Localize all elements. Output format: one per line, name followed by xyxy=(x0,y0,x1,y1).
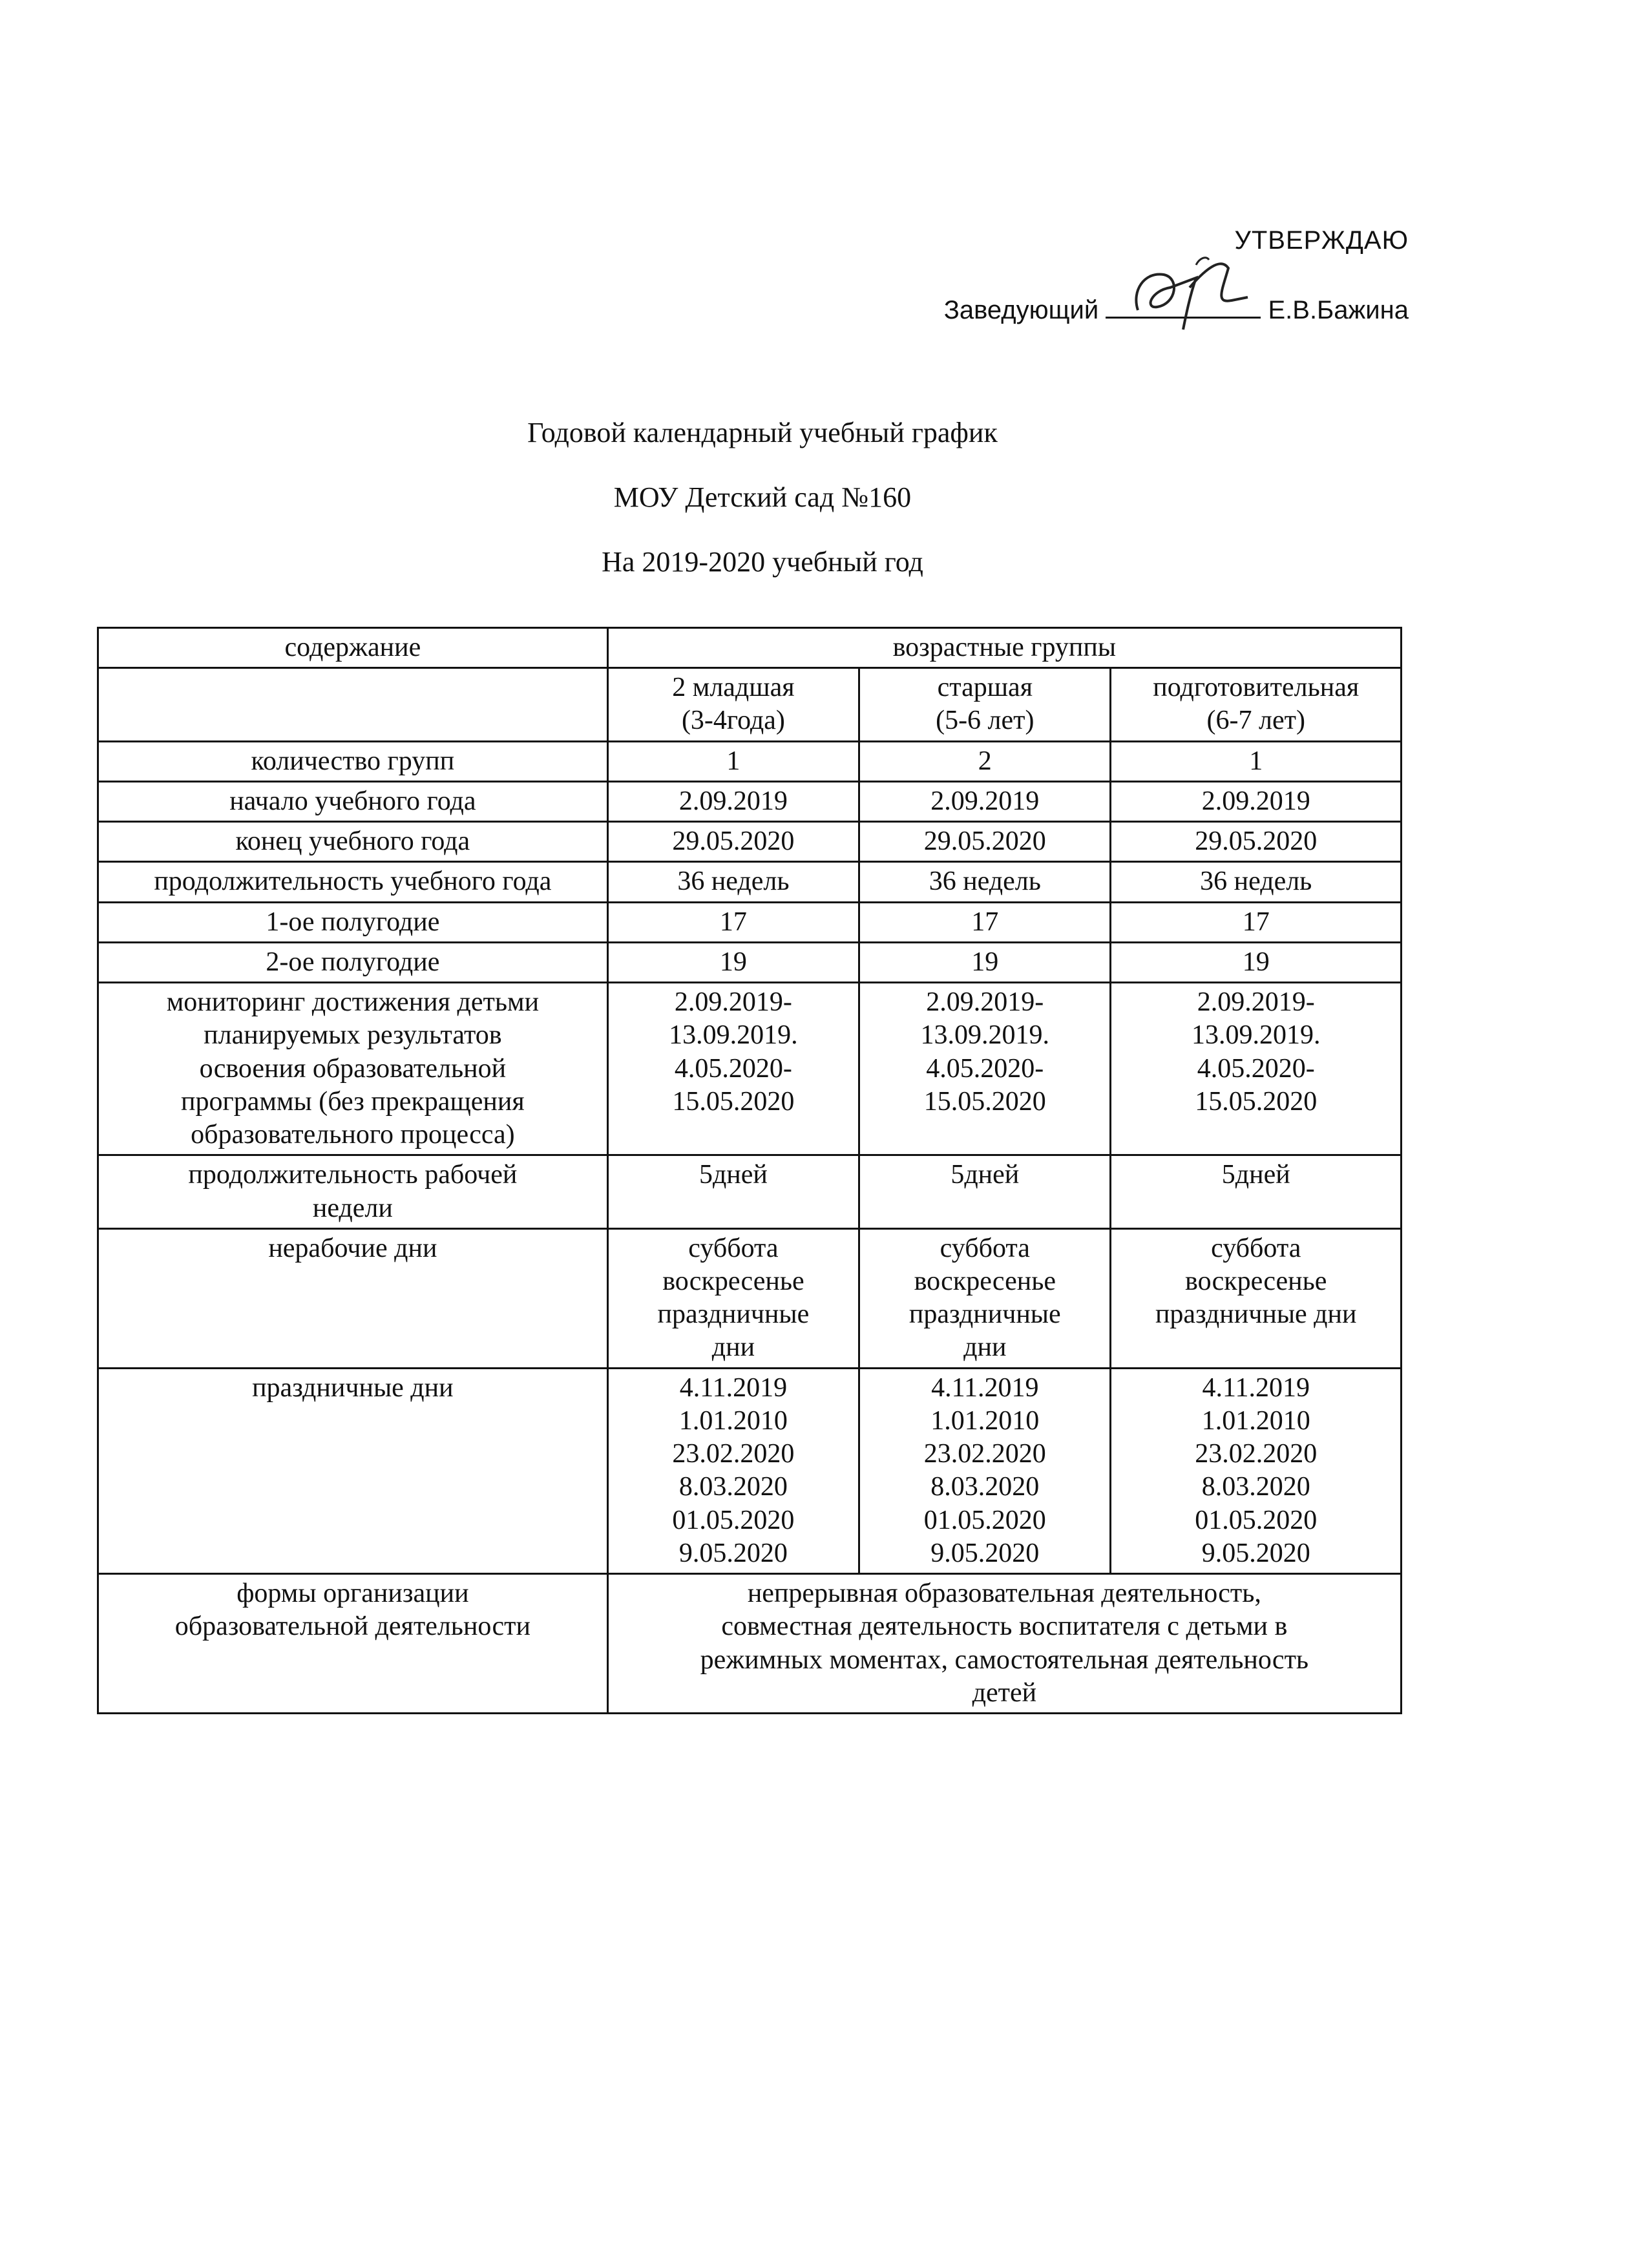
table-row xyxy=(98,741,1402,781)
row-value: 19 xyxy=(607,942,859,982)
date-line: 9.05.2020 xyxy=(1201,1538,1310,1568)
date-line: 9.05.2020 xyxy=(930,1538,1040,1568)
work-week-row xyxy=(98,1155,1402,1228)
date-line: 01.05.2020 xyxy=(1195,1505,1318,1535)
holiday-dates xyxy=(1111,1368,1402,1573)
date-line: 2.09.2019- xyxy=(1197,987,1315,1018)
signature-field xyxy=(1106,291,1261,319)
schedule-table xyxy=(97,627,1402,1714)
value-line: воскресенье xyxy=(1185,1266,1327,1296)
value-line: непрерывная образовательная деятельность, xyxy=(747,1579,1261,1609)
forms-row xyxy=(98,1574,1402,1714)
organization-name: МОУ Детский сад №160 xyxy=(613,481,912,513)
date-line: 4.05.2020- xyxy=(926,1053,1044,1084)
value-line: суббота xyxy=(688,1233,779,1263)
days-off-row xyxy=(98,1228,1402,1368)
approval-name: Е.В.Бажина xyxy=(1268,296,1409,324)
value-line: воскресенье xyxy=(662,1266,804,1296)
date-line: 13.09.2019. xyxy=(669,1020,798,1051)
header-age-groups: возрастные группы xyxy=(607,628,1401,668)
row-value: 17 xyxy=(1111,902,1402,942)
work-week-label xyxy=(98,1155,608,1228)
days-off-value xyxy=(607,1228,859,1368)
date-line: 13.09.2019. xyxy=(920,1020,1050,1051)
document-heading xyxy=(0,414,1525,607)
row-value: 1 xyxy=(1111,741,1402,781)
handwritten-signature xyxy=(1119,252,1261,336)
group-age: (5-6 лет) xyxy=(936,706,1035,736)
date-line: 23.02.2020 xyxy=(672,1439,795,1469)
date-line: 15.05.2020 xyxy=(923,1086,1046,1117)
row-label: конец учебного года xyxy=(98,822,608,862)
row-value: 17 xyxy=(859,902,1111,942)
group-senior xyxy=(859,668,1111,741)
row-value: 17 xyxy=(607,902,859,942)
value-line: праздничные xyxy=(657,1299,810,1330)
group-name: подготовительная xyxy=(1153,673,1360,703)
label-line: освоения образовательной xyxy=(199,1053,507,1084)
date-line: 13.09.2019. xyxy=(1191,1020,1321,1051)
row-value: 2.09.2019 xyxy=(607,781,859,821)
row-label: 1-ое полугодие xyxy=(98,902,608,942)
label-line: образовательной деятельности xyxy=(174,1612,530,1642)
table-header-row xyxy=(98,628,1402,668)
table-row xyxy=(98,781,1402,821)
value-line: режимных моментах, самостоятельная деятельность xyxy=(700,1644,1309,1675)
row-value: 5дней xyxy=(859,1155,1111,1228)
approval-signature-line xyxy=(944,291,1409,325)
row-value: 36 недель xyxy=(607,862,859,902)
group-age: (3-4года) xyxy=(681,706,785,736)
row-value: 29.05.2020 xyxy=(859,822,1111,862)
row-value: 29.05.2020 xyxy=(607,822,859,862)
label-line: продолжительность рабочей xyxy=(188,1160,518,1190)
row-label: продолжительность учебного года xyxy=(98,862,608,902)
forms-value xyxy=(607,1574,1401,1714)
date-line: 4.11.2019 xyxy=(931,1372,1039,1403)
value-line: дни xyxy=(963,1332,1007,1363)
date-line: 23.02.2020 xyxy=(923,1439,1046,1469)
date-line: 1.01.2010 xyxy=(1201,1405,1310,1436)
row-value: 36 недель xyxy=(859,862,1111,902)
date-line: 1.01.2010 xyxy=(678,1405,788,1436)
date-line: 1.01.2010 xyxy=(930,1405,1040,1436)
table-row xyxy=(98,942,1402,982)
header-content: содержание xyxy=(98,628,608,668)
table-row xyxy=(98,822,1402,862)
table-row xyxy=(98,862,1402,902)
monitoring-row xyxy=(98,983,1402,1155)
date-line: 9.05.2020 xyxy=(678,1538,788,1568)
group-name: старшая xyxy=(937,673,1033,703)
forms-label xyxy=(98,1574,608,1714)
group-preparatory xyxy=(1111,668,1402,741)
group-name: 2 младшая xyxy=(672,673,795,703)
date-line: 4.11.2019 xyxy=(1202,1372,1310,1403)
value-line: воскресенье xyxy=(914,1266,1056,1296)
row-label: начало учебного года xyxy=(98,781,608,821)
label-line: мониторинг достижения детьми xyxy=(166,987,540,1018)
approval-block xyxy=(892,220,1409,362)
days-off-value xyxy=(859,1228,1111,1368)
value-line: праздничные xyxy=(909,1299,1061,1330)
group-names-row xyxy=(98,668,1402,741)
value-line: суббота xyxy=(1211,1233,1301,1263)
row-value: 36 недель xyxy=(1111,862,1402,902)
monitoring-dates xyxy=(607,983,859,1155)
label-line: образовательного процесса) xyxy=(191,1120,515,1150)
date-line: 01.05.2020 xyxy=(672,1505,795,1535)
date-line: 15.05.2020 xyxy=(1195,1086,1318,1117)
row-value: 19 xyxy=(1111,942,1402,982)
row-value: 2.09.2019 xyxy=(1111,781,1402,821)
row-value: 1 xyxy=(607,741,859,781)
holiday-dates xyxy=(607,1368,859,1573)
date-line: 2.09.2019- xyxy=(926,987,1044,1018)
row-label: 2-ое полугодие xyxy=(98,942,608,982)
label-line: планируемых результатов xyxy=(204,1020,502,1051)
value-line: детей xyxy=(972,1677,1037,1708)
approval-position: Заведующий xyxy=(943,296,1099,324)
label-line: программы (без прекращения xyxy=(181,1086,525,1117)
monitoring-dates xyxy=(1111,983,1402,1155)
date-line: 23.02.2020 xyxy=(1195,1439,1318,1469)
value-line: суббота xyxy=(940,1233,1030,1263)
date-line: 4.05.2020- xyxy=(1197,1053,1315,1084)
table-row xyxy=(98,902,1402,942)
value-line: совместная деятельность воспитателя с детьми в xyxy=(721,1612,1288,1642)
monitoring-dates xyxy=(859,983,1111,1155)
days-off-label: нерабочие дни xyxy=(98,1228,608,1368)
holidays-row xyxy=(98,1368,1402,1573)
holiday-dates xyxy=(859,1368,1111,1573)
row-label: количество групп xyxy=(98,741,608,781)
group-age: (6-7 лет) xyxy=(1206,706,1305,736)
date-line: 01.05.2020 xyxy=(923,1505,1046,1535)
label-line: формы организации xyxy=(236,1579,469,1609)
label-line: недели xyxy=(312,1193,393,1223)
date-line: 2.09.2019- xyxy=(674,987,792,1018)
group-junior-2 xyxy=(607,668,859,741)
date-line: 8.03.2020 xyxy=(1201,1472,1310,1502)
approval-title: УТВЕРЖДАЮ xyxy=(1234,226,1409,255)
holidays-label: праздничные дни xyxy=(98,1368,608,1573)
row-value: 29.05.2020 xyxy=(1111,822,1402,862)
days-off-value xyxy=(1111,1228,1402,1368)
row-value: 2 xyxy=(859,741,1111,781)
document-title: Годовой календарный учебный график xyxy=(527,417,998,448)
row-value: 5дней xyxy=(1111,1155,1402,1228)
monitoring-label xyxy=(98,983,608,1155)
date-line: 8.03.2020 xyxy=(930,1472,1040,1502)
row-value: 2.09.2019 xyxy=(859,781,1111,821)
empty-cell xyxy=(98,668,608,741)
date-line: 4.05.2020- xyxy=(674,1053,792,1084)
academic-year: На 2019-2020 учебный год xyxy=(602,546,923,578)
row-value: 19 xyxy=(859,942,1111,982)
date-line: 4.11.2019 xyxy=(679,1372,788,1403)
date-line: 15.05.2020 xyxy=(672,1086,795,1117)
row-value: 5дней xyxy=(607,1155,859,1228)
date-line: 8.03.2020 xyxy=(678,1472,788,1502)
value-line: дни xyxy=(711,1332,755,1363)
value-line: праздничные дни xyxy=(1155,1299,1357,1330)
